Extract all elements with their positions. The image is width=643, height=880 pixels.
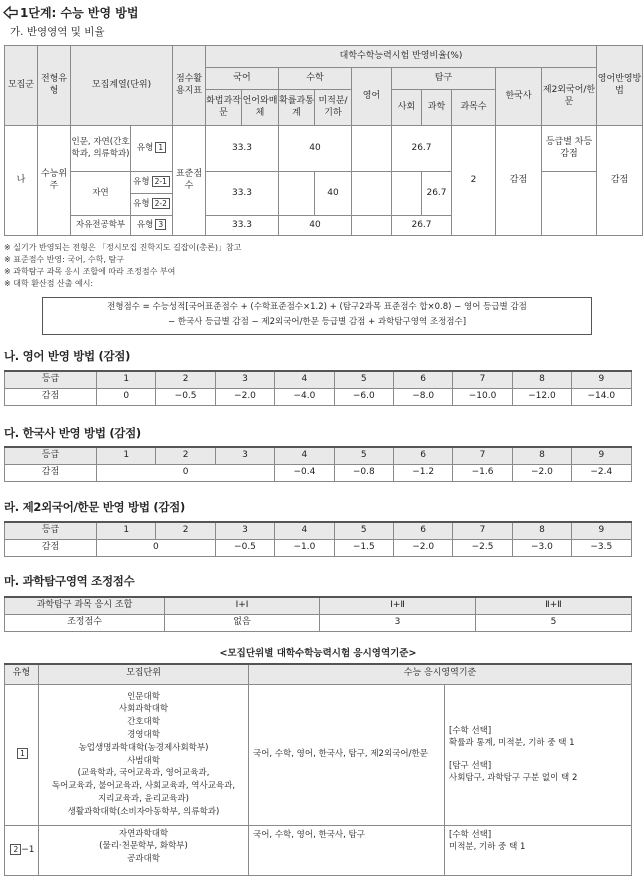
unit-header-type: 유형 (5, 664, 39, 684)
list-item: (물리·천문학부, 화학부) (99, 841, 188, 852)
science-combo-3: Ⅱ+Ⅱ (476, 597, 632, 614)
foreign-grade: 6 (393, 522, 452, 539)
unit-row2-units (39, 825, 249, 875)
english-value: −2.0 (215, 388, 274, 405)
header-korean-b: 언어와매체 (242, 90, 279, 126)
r3-explore: 26.7 (392, 216, 452, 236)
header-unit: 모집계열(단위) (71, 46, 173, 126)
science-combo-2: Ⅰ+Ⅱ (320, 597, 476, 614)
foreign-grade: 4 (275, 522, 334, 539)
type-cell: 수능위주 (38, 126, 71, 236)
note-3: ※ 과학탐구 과목 응시 조합에 따라 조정점수 부여 (4, 267, 176, 276)
history-grade: 7 (453, 447, 512, 464)
foreign-value: −1.5 (334, 539, 393, 556)
history-grade: 5 (334, 447, 393, 464)
english-table (4, 370, 632, 406)
foreign-value: −3.5 (572, 539, 631, 556)
history-grade: 9 (572, 447, 631, 464)
list-item: 간호대학 (127, 717, 160, 728)
unit-row2-type-suffix: −1 (21, 844, 35, 855)
header-group: 모집군 (5, 46, 38, 126)
foreign-grade-label: 등급 (5, 522, 97, 539)
header-history: 한국사 (496, 68, 542, 126)
group-cell: 나 (5, 126, 38, 236)
formula-box (42, 297, 592, 335)
english-value: −8.0 (393, 388, 452, 405)
note-2: ※ 표준점수 반영: 국어, 수학, 탐구 (4, 255, 124, 264)
unit-row1-areas: 국어, 수학, 영어, 한국사, 탐구, 제2외국어/한문 (249, 684, 445, 825)
header-korean: 국어 (206, 68, 279, 90)
header-math-a: 확률과통계 (279, 90, 315, 126)
history-value: −1.2 (393, 464, 452, 481)
history-value: −2.0 (512, 464, 571, 481)
unit3-type-num: 3 (155, 219, 166, 230)
foreign-table (4, 521, 632, 557)
subjects-cell: 2 (452, 126, 496, 236)
unit-row1-selection (445, 684, 632, 825)
list-item: 공과대학 (127, 854, 160, 865)
r3-english (352, 216, 392, 236)
history-table (4, 446, 632, 482)
foreign-grade: 7 (453, 522, 512, 539)
note-1: ※ 실기가 반영되는 전형은 「정시모집 진학지도 길잡이(총론)」참고 (4, 243, 242, 252)
arrow-icon (4, 7, 17, 18)
row1-sel2-title: [탐구 선택] (449, 760, 492, 771)
r1-math: 40 (279, 126, 352, 172)
unit-row1-units (39, 684, 249, 825)
unit3-type-cell (131, 216, 173, 236)
unit2b-type-label: 유형 (133, 199, 150, 210)
unit2a-type-cell (131, 172, 173, 194)
history-cell: 감점 (496, 126, 542, 236)
list-item: 농업생명과학대학(농경제사회학부) (78, 742, 209, 753)
unit-row2-areas: 국어, 수학, 영어, 한국사, 탐구 (249, 825, 445, 875)
formula-line-2: − 한국사 등급별 감점 − 제2외국어/한문 등급별 감점 + 과학탐구영역 조정점수] (167, 317, 467, 327)
unit3-type-label: 유형 (136, 220, 154, 231)
r3-math: 40 (279, 216, 352, 236)
r2-math-a (279, 172, 315, 216)
history-value: 0 (97, 464, 275, 481)
english-grade: 2 (156, 371, 215, 388)
r2-math-b: 40 (315, 172, 352, 216)
header-math-b: 미적분/기하 (315, 90, 352, 126)
foreign-cell: 등급별 차등 감점 (542, 126, 597, 172)
section-ma-title: 마. 과학탐구영역 조정점수 (4, 574, 135, 588)
unit2-cell: 자연 (71, 172, 131, 216)
history-value: −0.8 (334, 464, 393, 481)
section-da-title: 다. 한국사 반영 방법 (감점) (4, 426, 141, 440)
list-item: 인문대학 (127, 691, 160, 702)
english-value: −0.5 (156, 388, 215, 405)
notes (4, 242, 241, 290)
english-grade: 5 (334, 371, 393, 388)
foreign-value: −2.5 (453, 539, 512, 556)
english-grade: 7 (453, 371, 512, 388)
header-type: 전형유형 (38, 46, 71, 126)
history-value-label: 감점 (5, 464, 97, 481)
unit-row2-type (5, 825, 39, 875)
science-combo-header: 과학탐구 과목 응시 조합 (5, 597, 165, 614)
english-grade: 9 (572, 371, 631, 388)
history-grade: 1 (97, 447, 156, 464)
english-grade: 6 (393, 371, 452, 388)
r3-korean: 33.3 (206, 216, 279, 236)
english-grade: 4 (275, 371, 334, 388)
science-adjust-table (4, 596, 632, 632)
score-cell: 표준점수 (173, 126, 206, 236)
list-item: 사회과학대학 (118, 704, 169, 715)
unit1-cell: 인문, 자연(간호학과, 의류학과) (71, 126, 131, 172)
foreign-value: −1.0 (275, 539, 334, 556)
r2-social (392, 172, 422, 216)
unit2b-type-num: 2-2 (152, 198, 170, 209)
header-english: 영어 (352, 68, 392, 126)
unit1-type-label: 유형 (136, 143, 154, 154)
science-combo-1: Ⅰ+Ⅰ (165, 597, 320, 614)
english-grade: 1 (97, 371, 156, 388)
foreign-value: −2.0 (393, 539, 452, 556)
row1-sel2-text: 사회탐구, 과학탐구 구분 없이 택 2 (449, 773, 578, 783)
english-value: 0 (97, 388, 156, 405)
unit-row1-type (5, 684, 39, 825)
header-score: 점수활용지표 (173, 46, 206, 126)
unit-row1-type-num: 1 (17, 748, 28, 759)
row1-sel1-title: [수학 선택] (449, 725, 492, 736)
foreign-grade: 3 (215, 522, 274, 539)
section-ra-title: 라. 제2외국어/한문 반영 방법 (감점) (4, 500, 185, 514)
english-grade: 3 (215, 371, 274, 388)
english-value: −12.0 (512, 388, 571, 405)
header-ratio: 대학수학능력시험 반영비율(%) (206, 46, 597, 68)
unit2b-type-cell (131, 194, 173, 216)
foreign-value: −0.5 (215, 539, 274, 556)
foreign-value: 0 (97, 539, 216, 556)
foreign-grade: 9 (572, 522, 631, 539)
english-value: −14.0 (572, 388, 631, 405)
unit2a-type-label: 유형 (133, 177, 150, 188)
list-item: 독어교육과, 불어교육과, 사회교육과, 역사교육과, (51, 781, 236, 792)
history-grade: 6 (393, 447, 452, 464)
header-social: 사회 (392, 90, 422, 126)
list-item: 생활과학대학(소비자아동학부, 의류학과) (67, 806, 220, 817)
section-na-title: 나. 영어 반영 방법 (감점) (4, 349, 131, 363)
unit1-type-cell (131, 126, 173, 172)
english-value: −6.0 (334, 388, 393, 405)
science-adjust-label: 조정점수 (5, 614, 165, 631)
history-grade: 2 (156, 447, 215, 464)
header-science: 과학 (422, 90, 452, 126)
foreign-grade: 2 (156, 522, 215, 539)
ratio-table (4, 45, 643, 236)
foreign-value: −3.0 (512, 539, 571, 556)
header-eng-method: 영어반영방법 (597, 46, 643, 126)
formula-line-1: 전형점수 = 수능성적[국어표준점수 + (수학표준점수×1.2) + (탐구2과목 표준점수 합×0.8) − 영어 등급별 감점 (107, 302, 527, 312)
eng-method-cell: 감점 (597, 126, 643, 236)
unit3-cell: 자유전공학부 (71, 216, 131, 236)
section-ga-title: 가. 반영영역 및 비율 (10, 26, 105, 38)
r2-english (352, 172, 392, 216)
english-grade-label: 등급 (5, 371, 97, 388)
foreign-grade: 8 (512, 522, 571, 539)
r1-explore: 26.7 (392, 126, 452, 172)
list-item: (교육학과, 국어교육과, 영어교육과, (77, 768, 210, 779)
history-grade: 8 (512, 447, 571, 464)
foreign-grade: 1 (97, 522, 156, 539)
history-value: −2.4 (572, 464, 631, 481)
history-grade-label: 등급 (5, 447, 97, 464)
science-adjust-value: 3 (320, 614, 476, 631)
list-item: 자연과학대학 (118, 828, 169, 839)
r2-korean: 33.3 (206, 172, 279, 216)
science-adjust-value: 5 (476, 614, 632, 631)
unit-row2-selection (445, 825, 632, 875)
history-value: −0.4 (275, 464, 334, 481)
english-value: −4.0 (275, 388, 334, 405)
foreign-grade: 5 (334, 522, 393, 539)
r1-english (352, 126, 392, 172)
list-item: 지리교육과, 윤리교육과) (98, 793, 189, 804)
history-grade: 4 (275, 447, 334, 464)
foreign-empty (542, 172, 597, 236)
header-foreign: 제2외국어/한문 (542, 68, 597, 126)
foreign-value-label: 감점 (5, 539, 97, 556)
unit1-type-num: 1 (155, 142, 166, 153)
header-subjects: 과목수 (452, 90, 496, 126)
r2-science: 26.7 (422, 172, 452, 216)
row2-sel-text: 미적분, 기하 중 택 1 (449, 842, 526, 852)
unit2a-type-num: 2-1 (152, 176, 170, 187)
row1-sel1-text: 확률과 통계, 미적분, 기하 중 택 1 (449, 738, 575, 748)
science-adjust-value: 없음 (165, 614, 320, 631)
history-grade: 3 (215, 447, 274, 464)
list-item: 사범대학 (127, 755, 160, 766)
history-value: −1.6 (453, 464, 512, 481)
page-title (4, 4, 138, 21)
unit-header-unit: 모집단위 (39, 664, 249, 684)
header-korean-a: 화법과작문 (206, 90, 242, 126)
header-explore: 탐구 (392, 68, 496, 90)
page-title-text: 1단계: 수능 반영 방법 (20, 6, 139, 20)
unit-criteria-table (4, 663, 632, 876)
unit-header-criteria: 수능 응시영역기준 (249, 664, 632, 684)
unit-table-title: <모집단위별 대학수학능력시험 응시영역기준> (219, 648, 417, 659)
note-4: ※ 대학 환산점 산출 예시: (4, 279, 94, 288)
english-value-label: 감점 (5, 388, 97, 405)
header-math: 수학 (279, 68, 352, 90)
list-item: 경영대학 (127, 729, 160, 740)
unit-row2-type-num: 2 (10, 844, 21, 855)
english-grade: 8 (512, 371, 571, 388)
row2-sel-title: [수학 선택] (449, 829, 492, 840)
r1-korean: 33.3 (206, 126, 279, 172)
english-value: −10.0 (453, 388, 512, 405)
